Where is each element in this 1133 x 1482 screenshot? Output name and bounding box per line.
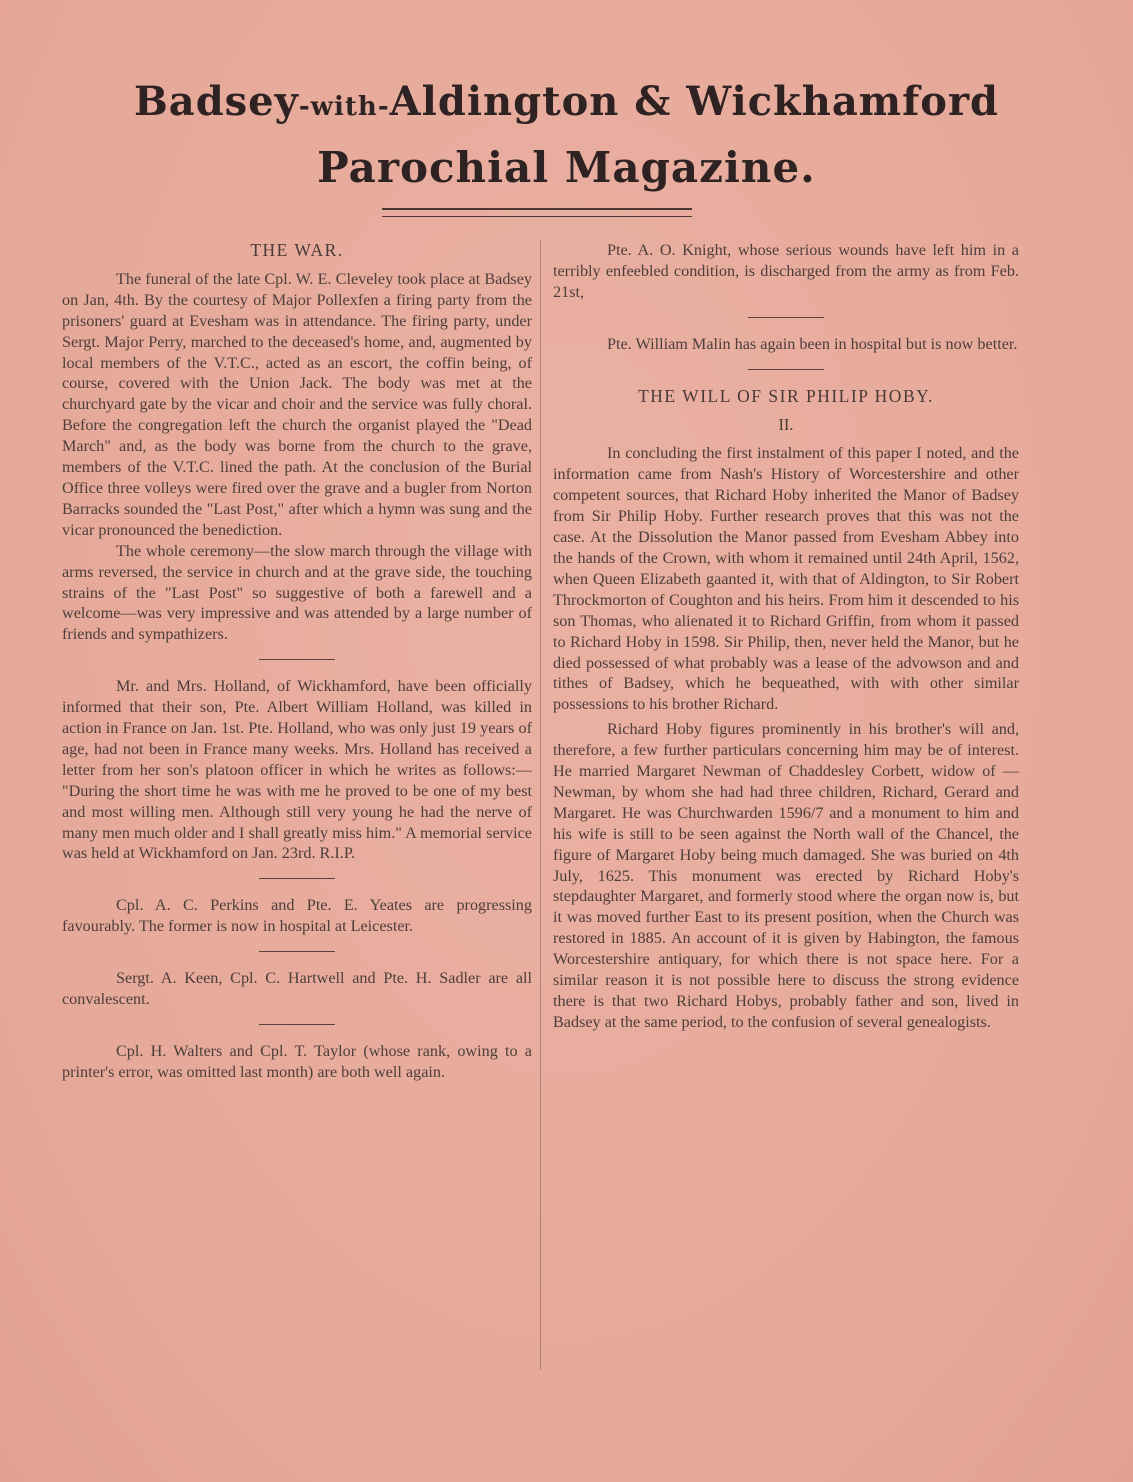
section-heading-the-war: THE WAR.: [250, 240, 344, 260]
ceremony-paragraph: The whole ceremony—the slow march through the village with arms reversed, the service in church and at the grave side, the touching strains of the "Last Post" so suggestive of both a farewell and a welcome—was very impressive and was attended by a large number of friends and sympathizers.: [62, 541, 532, 644]
malin-paragraph: Pte. William Malin has again been in hospital but is now better.: [607, 334, 1018, 353]
perkins-yeates-paragraph: Cpl. A. C. Perkins and Pte. E. Yeates are progressing favourably. The former is now in hospital at Leicester.: [62, 896, 532, 936]
walters-taylor-paragraph: Cpl. H. Walters and Cpl. T. Taylor (whose rank, owing to a printer's error, was omitted last month) are both well again.: [62, 1042, 532, 1081]
manor-paragraph: In concluding the first instalment of this paper I noted, and the information came from Nash's History of Worcestershire and other competent sources, that Richard Hoby inherited the Manor of Badsey from Sir Philip Hoby. Further research proves that this was not the case. At the Dissolution the Manor passed from Evesham Abbey into the hands of the Crown, with whom it remained until 24th April, 1562, when Queen Elizabeth gaanted it, with that of Aldington, to Sir Robert Throckmorton of Coughton and his heirs. From him it descended to his son Thomas, who alienated it to Richard Griffin, from whom it passed to Richard Hoby in 1598. Sir Philip, then, never held the Manor, but he died possessed of what probably was a lease of the advowson and and tithes of Badsey, which he bequeathed, with with other similar possessions to his brother Richard.: [553, 444, 1019, 714]
section-divider: [748, 369, 824, 370]
masthead: [0, 72, 1133, 199]
funeral-paragraph: The funeral of the late Cpl. W. E. Cleveley took place at Badsey on Jan, 4th. By the courtesy of Major Pollexfen a firing party from the prisoners' guard at Evesham was in attendance. The firing party, under Sergt. Major Perry, marched to the deceased's home, and, augmented by local members of the V.T.C., acted as an escort, the coffin being, of course, covered with the Union Jack. The body was met at the churchyard gate by the vicar and choir and the service was fully choral. Before the congregation left the church the organist played the "Dead March" and, as the body was borne from the church to the grave, members of the V.T.C. lined the path. At the conclusion of the Burial Office three volleys were fired over the grave and a bugler from Norton Barracks sounded the "Last Post," after which a hymn was sung and the vicar pronounced the benediction.: [62, 269, 532, 539]
masthead-aldington-wickhamford: Aldington & Wickhamford: [389, 78, 1000, 125]
masthead-with: -with-: [298, 92, 390, 122]
column-divider: [540, 240, 541, 1370]
section-divider: [259, 878, 335, 879]
section-heading-will-of-sir-philip-hoby: THE WILL OF SIR PHILIP HOBY.: [638, 385, 934, 406]
masthead-line-1: [0, 72, 1133, 137]
section-subheading-part-number: II.: [778, 414, 794, 434]
masthead-line-2: Parochial Magazine.: [317, 143, 816, 192]
right-column: [553, 240, 1019, 1033]
section-divider: [259, 659, 335, 660]
convalescent-paragraph: Sergt. A. Keen, Cpl. C. Hartwell and Pte. H. Sadler are all convalescent.: [62, 969, 532, 1009]
left-column: [62, 240, 532, 1083]
knight-paragraph: Pte. A. O. Knight, whose serious wounds have left him in a terribly enfeebled condition, is discharged from the army as from Feb. 21st,: [553, 241, 1019, 301]
holland-paragraph: Mr. and Mrs. Holland, of Wickhamford, have been officially informed that their son, Pte. Albert William Holland, was killed in action in France on Jan. 1st. Pte. Holland, who was only just 19 years of age, had not been in France many weeks. Mrs. Holland has received a letter from her son's platoon officer in which he writes as follows:— "During the short time he was with me he proved to be one of my best and most willing men. Although still very young he had the nerve of many men much older and I shall greatly miss him." A memorial service was held at Wickhamford on Jan. 23rd. R.I.P.: [62, 677, 532, 863]
section-divider: [748, 317, 824, 318]
section-divider: [259, 1024, 335, 1025]
masthead-badsey: Badsey: [133, 78, 299, 125]
masthead-double-rule: [382, 208, 692, 217]
section-divider: [259, 951, 335, 952]
richard-hoby-paragraph: Richard Hoby figures prominently in his brother's will and, therefore, a few further particulars concerning him may be of interest. He married Margaret Newman of Chaddesley Corbett, widow of — Newman, by whom she had had three children, Richard, Gerard and Margaret. He was Churchwarden 1596/7 and a monument to him and his wife is still to be seen against the North wall of the Chancel, the figure of Margaret Hoby being much damaged. She was buried on 4th July, 1625. This monument was erected by Richard Hoby's stepdaughter Margaret, and formerly stood where the organ now is, but it was moved further East to its present position, when the Church was restored in 1885. An account of it is given by Habington, the famous Worcestershire antiquary, for which there is not space here. For a similar reason it is not possible here to discuss the strong evidence there is that two Richard Hobys, probably father and son, lived in Badsey at the same period, to the confusion of several genealogists.: [553, 720, 1019, 1031]
